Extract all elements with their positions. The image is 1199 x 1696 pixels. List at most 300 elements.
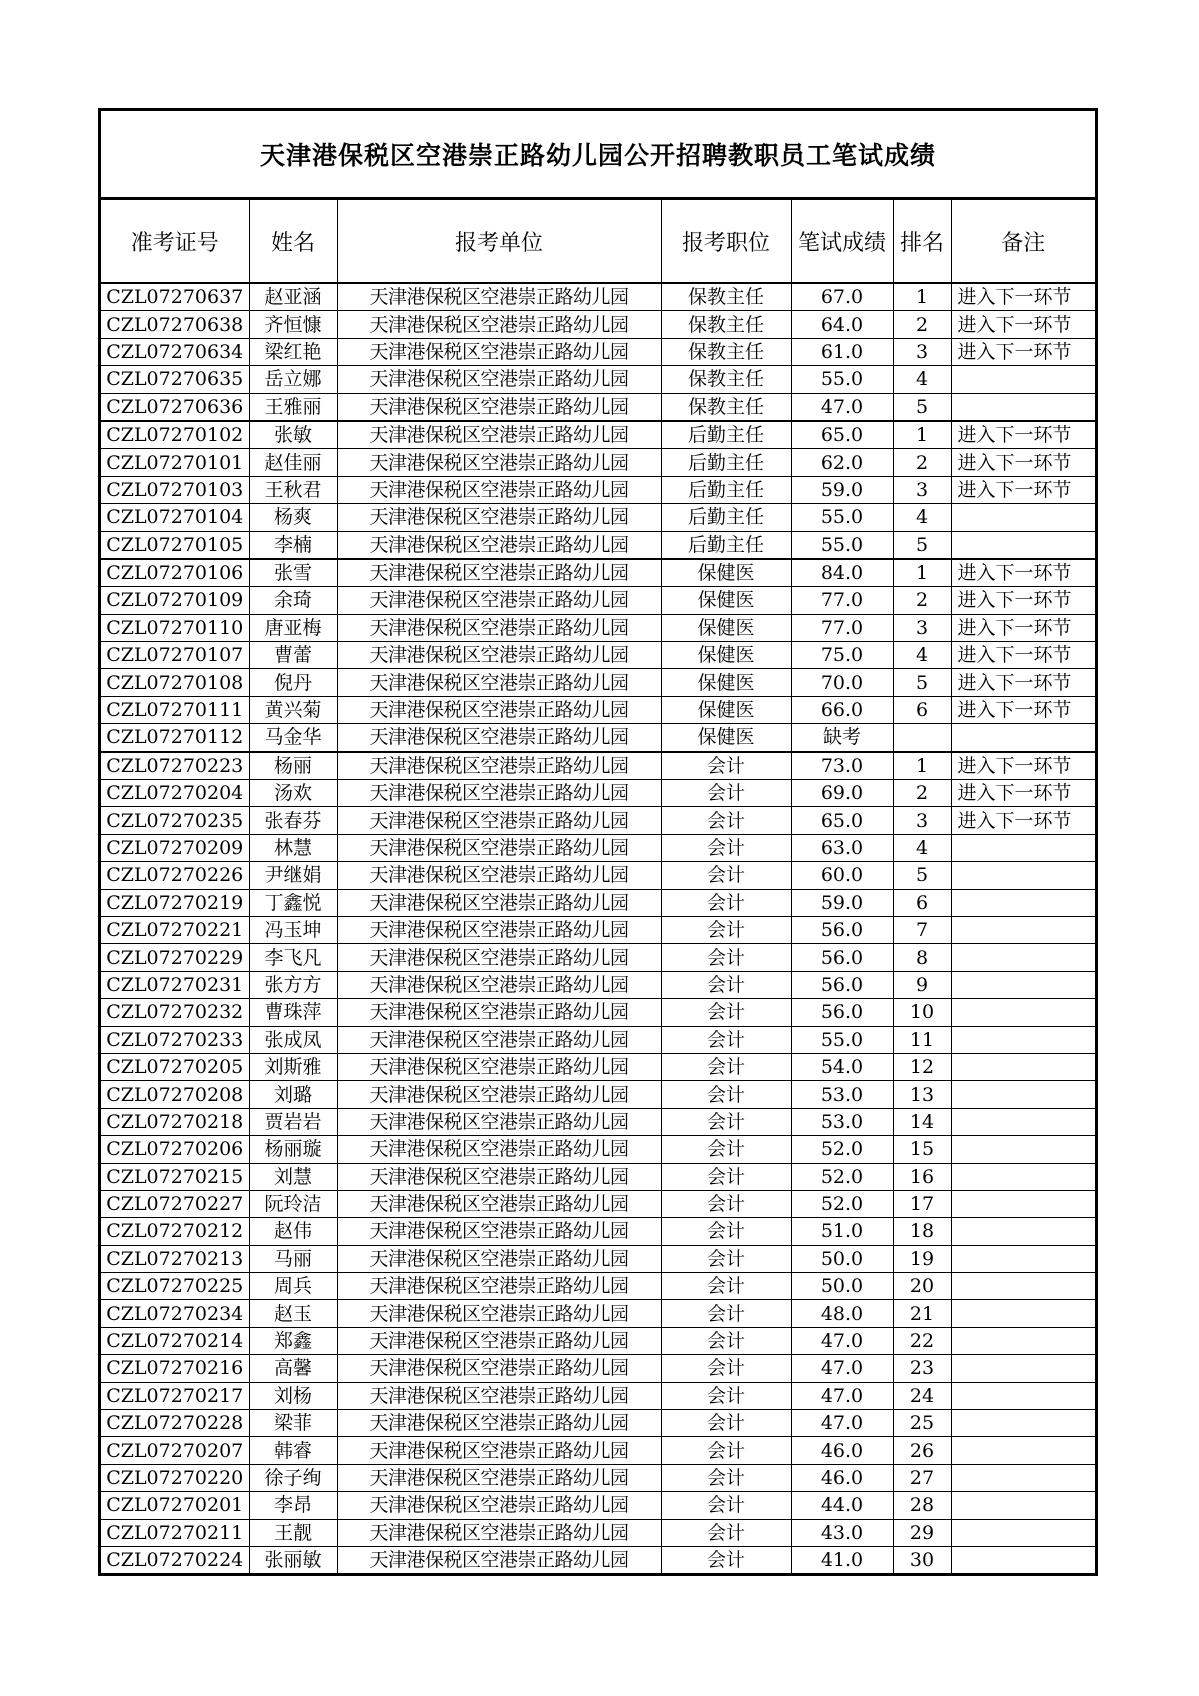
table-row (101, 944, 1095, 971)
cell-unit: 天津港保税区空港崇正路幼儿园 (337, 1437, 661, 1464)
cell-unit: 天津港保税区空港崇正路幼儿园 (337, 1163, 661, 1190)
cell-exam-id: CZL07270232 (101, 999, 249, 1026)
header-position: 报考职位 (661, 200, 791, 284)
cell-score: 77.0 (791, 587, 893, 614)
cell-position: 会计 (661, 1273, 791, 1300)
cell-score: 69.0 (791, 780, 893, 807)
header-rank: 排名 (893, 200, 951, 284)
cell-score: 56.0 (791, 971, 893, 998)
cell-unit: 天津港保税区空港崇正路幼儿园 (337, 1053, 661, 1080)
cell-exam-id: CZL07270206 (101, 1136, 249, 1163)
cell-note (951, 531, 1095, 559)
cell-note (951, 1300, 1095, 1327)
cell-position: 保教主任 (661, 283, 791, 311)
cell-position: 会计 (661, 999, 791, 1026)
table-row (101, 889, 1095, 916)
cell-position: 保教主任 (661, 311, 791, 338)
cell-score: 55.0 (791, 1026, 893, 1053)
cell-rank: 30 (893, 1546, 951, 1573)
table-row (101, 1300, 1095, 1327)
cell-note: 进入下一环节 (951, 587, 1095, 614)
table-row (101, 1519, 1095, 1546)
cell-position: 会计 (661, 780, 791, 807)
cell-note: 进入下一环节 (951, 614, 1095, 641)
cell-note: 进入下一环节 (951, 752, 1095, 780)
cell-name: 阮玲洁 (249, 1190, 337, 1217)
cell-name: 刘斯雅 (249, 1053, 337, 1080)
cell-exam-id: CZL07270103 (101, 476, 249, 503)
cell-name: 徐子绚 (249, 1464, 337, 1491)
cell-unit: 天津港保税区空港崇正路幼儿园 (337, 971, 661, 998)
cell-position: 会计 (661, 1190, 791, 1217)
cell-rank: 5 (893, 862, 951, 889)
cell-name: 张敏 (249, 421, 337, 449)
cell-rank: 1 (893, 283, 951, 311)
cell-exam-id: CZL07270214 (101, 1327, 249, 1354)
cell-name: 刘杨 (249, 1382, 337, 1409)
cell-note: 进入下一环节 (951, 696, 1095, 723)
cell-position: 后勤主任 (661, 531, 791, 559)
cell-rank: 10 (893, 999, 951, 1026)
cell-exam-id: CZL07270635 (101, 366, 249, 393)
cell-score: 47.0 (791, 393, 893, 421)
cell-exam-id: CZL07270636 (101, 393, 249, 421)
cell-note (951, 1546, 1095, 1573)
header-unit: 报考单位 (337, 200, 661, 284)
table-row (101, 1053, 1095, 1080)
cell-score: 52.0 (791, 1190, 893, 1217)
cell-exam-id: CZL07270235 (101, 807, 249, 834)
cell-exam-id: CZL07270104 (101, 504, 249, 531)
cell-unit: 天津港保税区空港崇正路幼儿园 (337, 1519, 661, 1546)
cell-name: 赵亚涵 (249, 283, 337, 311)
cell-position: 会计 (661, 1492, 791, 1519)
table-row (101, 780, 1095, 807)
cell-rank: 22 (893, 1327, 951, 1354)
cell-unit: 天津港保税区空港崇正路幼儿园 (337, 807, 661, 834)
cell-score: 47.0 (791, 1410, 893, 1437)
cell-note (951, 1273, 1095, 1300)
table-row (101, 834, 1095, 861)
cell-score: 77.0 (791, 614, 893, 641)
cell-unit: 天津港保税区空港崇正路幼儿园 (337, 834, 661, 861)
cell-rank: 15 (893, 1136, 951, 1163)
cell-position: 会计 (661, 1081, 791, 1108)
cell-note (951, 1355, 1095, 1382)
cell-position: 会计 (661, 1519, 791, 1546)
cell-score: 59.0 (791, 889, 893, 916)
cell-note (951, 916, 1095, 943)
cell-note (951, 1163, 1095, 1190)
cell-rank: 24 (893, 1382, 951, 1409)
cell-position: 会计 (661, 889, 791, 916)
cell-score: 64.0 (791, 311, 893, 338)
cell-score: 52.0 (791, 1136, 893, 1163)
cell-position: 保教主任 (661, 338, 791, 365)
cell-exam-id: CZL07270638 (101, 311, 249, 338)
cell-rank: 5 (893, 531, 951, 559)
cell-score: 48.0 (791, 1300, 893, 1327)
cell-position: 会计 (661, 944, 791, 971)
cell-name: 汤欢 (249, 780, 337, 807)
cell-rank: 26 (893, 1437, 951, 1464)
table-row (101, 752, 1095, 780)
cell-score: 43.0 (791, 1519, 893, 1546)
cell-unit: 天津港保税区空港崇正路幼儿园 (337, 283, 661, 311)
cell-name: 韩睿 (249, 1437, 337, 1464)
cell-name: 倪丹 (249, 669, 337, 696)
cell-score: 62.0 (791, 449, 893, 476)
header-exam-id: 准考证号 (101, 200, 249, 284)
table-row (101, 1382, 1095, 1409)
table-row (101, 476, 1095, 503)
cell-note (951, 889, 1095, 916)
cell-rank: 7 (893, 916, 951, 943)
cell-name: 贾岩岩 (249, 1108, 337, 1135)
cell-exam-id: CZL07270229 (101, 944, 249, 971)
cell-note (951, 504, 1095, 531)
cell-unit: 天津港保税区空港崇正路幼儿园 (337, 1382, 661, 1409)
cell-name: 齐恒慷 (249, 311, 337, 338)
cell-exam-id: CZL07270102 (101, 421, 249, 449)
table-row (101, 1327, 1095, 1354)
cell-unit: 天津港保税区空港崇正路幼儿园 (337, 724, 661, 752)
cell-name: 余琦 (249, 587, 337, 614)
cell-name: 张方方 (249, 971, 337, 998)
page-title: 天津港保税区空港崇正路幼儿园公开招聘教职员工笔试成绩 (101, 111, 1095, 199)
cell-position: 保教主任 (661, 393, 791, 421)
cell-score: 55.0 (791, 504, 893, 531)
cell-exam-id: CZL07270224 (101, 1546, 249, 1573)
cell-exam-id: CZL07270112 (101, 724, 249, 752)
cell-score: 44.0 (791, 1492, 893, 1519)
cell-name: 唐亚梅 (249, 614, 337, 641)
cell-unit: 天津港保税区空港崇正路幼儿园 (337, 587, 661, 614)
cell-exam-id: CZL07270111 (101, 696, 249, 723)
cell-unit: 天津港保税区空港崇正路幼儿园 (337, 780, 661, 807)
cell-rank: 1 (893, 421, 951, 449)
cell-position: 会计 (661, 1108, 791, 1135)
cell-position: 保健医 (661, 724, 791, 752)
table-body (101, 283, 1095, 1573)
cell-position: 会计 (661, 1355, 791, 1382)
cell-note (951, 971, 1095, 998)
table-row (101, 916, 1095, 943)
table-row (101, 614, 1095, 641)
cell-rank: 2 (893, 587, 951, 614)
cell-rank: 5 (893, 393, 951, 421)
cell-position: 会计 (661, 1218, 791, 1245)
cell-score: 缺考 (791, 724, 893, 752)
cell-unit: 天津港保税区空港崇正路幼儿园 (337, 559, 661, 587)
cell-exam-id: CZL07270107 (101, 642, 249, 669)
cell-rank: 4 (893, 834, 951, 861)
table-row (101, 421, 1095, 449)
cell-unit: 天津港保税区空港崇正路幼儿园 (337, 1327, 661, 1354)
cell-exam-id: CZL07270233 (101, 1026, 249, 1053)
table-row (101, 1245, 1095, 1272)
cell-name: 尹继娟 (249, 862, 337, 889)
cell-rank: 3 (893, 614, 951, 641)
cell-name: 马丽 (249, 1245, 337, 1272)
cell-note (951, 1136, 1095, 1163)
cell-unit: 天津港保税区空港崇正路幼儿园 (337, 1108, 661, 1135)
cell-unit: 天津港保税区空港崇正路幼儿园 (337, 1546, 661, 1573)
cell-unit: 天津港保税区空港崇正路幼儿园 (337, 393, 661, 421)
cell-score: 65.0 (791, 421, 893, 449)
cell-position: 保健医 (661, 642, 791, 669)
cell-rank: 2 (893, 311, 951, 338)
cell-unit: 天津港保税区空港崇正路幼儿园 (337, 614, 661, 641)
cell-position: 会计 (661, 1300, 791, 1327)
cell-exam-id: CZL07270109 (101, 587, 249, 614)
header-score: 笔试成绩 (791, 200, 893, 284)
cell-score: 47.0 (791, 1327, 893, 1354)
cell-position: 会计 (661, 834, 791, 861)
header-note: 备注 (951, 200, 1095, 284)
cell-score: 66.0 (791, 696, 893, 723)
cell-exam-id: CZL07270209 (101, 834, 249, 861)
cell-note: 进入下一环节 (951, 807, 1095, 834)
cell-note: 进入下一环节 (951, 311, 1095, 338)
table-row (101, 1464, 1095, 1491)
cell-note (951, 944, 1095, 971)
cell-name: 王雅丽 (249, 393, 337, 421)
cell-score: 53.0 (791, 1108, 893, 1135)
cell-note (951, 1410, 1095, 1437)
cell-unit: 天津港保税区空港崇正路幼儿园 (337, 311, 661, 338)
cell-exam-id: CZL07270205 (101, 1053, 249, 1080)
cell-position: 会计 (661, 1136, 791, 1163)
cell-rank: 28 (893, 1492, 951, 1519)
cell-position: 会计 (661, 807, 791, 834)
cell-unit: 天津港保税区空港崇正路幼儿园 (337, 1245, 661, 1272)
cell-position: 会计 (661, 1245, 791, 1272)
cell-score: 53.0 (791, 1081, 893, 1108)
cell-note (951, 1437, 1095, 1464)
table-row (101, 587, 1095, 614)
score-table (101, 199, 1095, 1573)
cell-exam-id: CZL07270234 (101, 1300, 249, 1327)
cell-score: 84.0 (791, 559, 893, 587)
cell-score: 56.0 (791, 999, 893, 1026)
cell-rank: 27 (893, 1464, 951, 1491)
cell-exam-id: CZL07270212 (101, 1218, 249, 1245)
header-name: 姓名 (249, 200, 337, 284)
cell-unit: 天津港保税区空港崇正路幼儿园 (337, 916, 661, 943)
table-row (101, 1190, 1095, 1217)
cell-score: 70.0 (791, 669, 893, 696)
table-row (101, 642, 1095, 669)
cell-name: 冯玉坤 (249, 916, 337, 943)
cell-position: 会计 (661, 1026, 791, 1053)
cell-score: 67.0 (791, 283, 893, 311)
cell-rank: 11 (893, 1026, 951, 1053)
cell-exam-id: CZL07270211 (101, 1519, 249, 1546)
table-row (101, 862, 1095, 889)
cell-position: 保健医 (661, 669, 791, 696)
cell-exam-id: CZL07270221 (101, 916, 249, 943)
table-row (101, 669, 1095, 696)
cell-exam-id: CZL07270218 (101, 1108, 249, 1135)
cell-name: 梁红艳 (249, 338, 337, 365)
cell-position: 会计 (661, 1410, 791, 1437)
cell-name: 张成凤 (249, 1026, 337, 1053)
cell-rank: 4 (893, 366, 951, 393)
table-row (101, 504, 1095, 531)
cell-exam-id: CZL07270110 (101, 614, 249, 641)
cell-note (951, 1519, 1095, 1546)
cell-unit: 天津港保税区空港崇正路幼儿园 (337, 1218, 661, 1245)
cell-position: 会计 (661, 1053, 791, 1080)
table-row (101, 999, 1095, 1026)
cell-position: 后勤主任 (661, 504, 791, 531)
cell-rank: 8 (893, 944, 951, 971)
cell-name: 林慧 (249, 834, 337, 861)
table-row (101, 1026, 1095, 1053)
cell-score: 65.0 (791, 807, 893, 834)
cell-rank: 9 (893, 971, 951, 998)
cell-unit: 天津港保税区空港崇正路幼儿园 (337, 752, 661, 780)
cell-rank: 17 (893, 1190, 951, 1217)
cell-score: 59.0 (791, 476, 893, 503)
cell-name: 马金华 (249, 724, 337, 752)
cell-rank: 6 (893, 696, 951, 723)
cell-note (951, 1464, 1095, 1491)
cell-rank: 2 (893, 780, 951, 807)
cell-exam-id: CZL07270634 (101, 338, 249, 365)
cell-score: 73.0 (791, 752, 893, 780)
cell-position: 后勤主任 (661, 476, 791, 503)
cell-position: 会计 (661, 862, 791, 889)
table-row (101, 1108, 1095, 1135)
cell-position: 保健医 (661, 614, 791, 641)
table-row (101, 1410, 1095, 1437)
cell-exam-id: CZL07270637 (101, 283, 249, 311)
cell-name: 杨爽 (249, 504, 337, 531)
cell-name: 曹蕾 (249, 642, 337, 669)
table-row (101, 449, 1095, 476)
cell-exam-id: CZL07270215 (101, 1163, 249, 1190)
cell-unit: 天津港保税区空港崇正路幼儿园 (337, 449, 661, 476)
cell-rank: 29 (893, 1519, 951, 1546)
cell-exam-id: CZL07270225 (101, 1273, 249, 1300)
cell-unit: 天津港保税区空港崇正路幼儿园 (337, 1273, 661, 1300)
cell-unit: 天津港保税区空港崇正路幼儿园 (337, 642, 661, 669)
table-row (101, 1437, 1095, 1464)
cell-rank: 3 (893, 338, 951, 365)
cell-score: 54.0 (791, 1053, 893, 1080)
cell-name: 李昂 (249, 1492, 337, 1519)
cell-unit: 天津港保税区空港崇正路幼儿园 (337, 1492, 661, 1519)
cell-position: 会计 (661, 1437, 791, 1464)
table-row (101, 559, 1095, 587)
cell-score: 51.0 (791, 1218, 893, 1245)
cell-rank: 16 (893, 1163, 951, 1190)
cell-position: 后勤主任 (661, 449, 791, 476)
cell-unit: 天津港保税区空港崇正路幼儿园 (337, 1300, 661, 1327)
cell-name: 刘慧 (249, 1163, 337, 1190)
cell-score: 50.0 (791, 1273, 893, 1300)
cell-score: 47.0 (791, 1382, 893, 1409)
cell-position: 会计 (661, 1546, 791, 1573)
table-row (101, 1355, 1095, 1382)
cell-rank: 25 (893, 1410, 951, 1437)
cell-rank: 14 (893, 1108, 951, 1135)
cell-name: 张丽敏 (249, 1546, 337, 1573)
cell-unit: 天津港保税区空港崇正路幼儿园 (337, 366, 661, 393)
cell-note: 进入下一环节 (951, 642, 1095, 669)
cell-score: 63.0 (791, 834, 893, 861)
cell-exam-id: CZL07270208 (101, 1081, 249, 1108)
cell-unit: 天津港保税区空港崇正路幼儿园 (337, 1355, 661, 1382)
cell-note (951, 393, 1095, 421)
cell-rank: 19 (893, 1245, 951, 1272)
cell-position: 保健医 (661, 696, 791, 723)
cell-name: 王秋君 (249, 476, 337, 503)
cell-unit: 天津港保税区空港崇正路幼儿园 (337, 1410, 661, 1437)
cell-position: 保健医 (661, 587, 791, 614)
table-row (101, 1273, 1095, 1300)
cell-note (951, 724, 1095, 752)
cell-note (951, 1108, 1095, 1135)
table-row (101, 1218, 1095, 1245)
cell-exam-id: CZL07270226 (101, 862, 249, 889)
cell-exam-id: CZL07270228 (101, 1410, 249, 1437)
cell-rank: 3 (893, 476, 951, 503)
cell-note (951, 999, 1095, 1026)
cell-score: 46.0 (791, 1437, 893, 1464)
cell-name: 岳立娜 (249, 366, 337, 393)
cell-note (951, 1053, 1095, 1080)
cell-score: 56.0 (791, 944, 893, 971)
cell-note (951, 366, 1095, 393)
cell-unit: 天津港保税区空港崇正路幼儿园 (337, 1136, 661, 1163)
cell-note: 进入下一环节 (951, 476, 1095, 503)
cell-exam-id: CZL07270216 (101, 1355, 249, 1382)
cell-exam-id: CZL07270217 (101, 1382, 249, 1409)
cell-position: 会计 (661, 971, 791, 998)
cell-unit: 天津港保税区空港崇正路幼儿园 (337, 476, 661, 503)
cell-note (951, 1026, 1095, 1053)
cell-name: 曹珠萍 (249, 999, 337, 1026)
cell-unit: 天津港保税区空港崇正路幼儿园 (337, 944, 661, 971)
cell-rank (893, 724, 951, 752)
cell-position: 会计 (661, 1382, 791, 1409)
cell-score: 56.0 (791, 916, 893, 943)
cell-exam-id: CZL07270223 (101, 752, 249, 780)
table-row (101, 283, 1095, 311)
table-row (101, 531, 1095, 559)
cell-name: 丁鑫悦 (249, 889, 337, 916)
cell-exam-id: CZL07270204 (101, 780, 249, 807)
cell-score: 61.0 (791, 338, 893, 365)
cell-note (951, 1492, 1095, 1519)
cell-name: 李飞凡 (249, 944, 337, 971)
cell-name: 杨丽璇 (249, 1136, 337, 1163)
cell-exam-id: CZL07270219 (101, 889, 249, 916)
cell-note: 进入下一环节 (951, 449, 1095, 476)
cell-rank: 2 (893, 449, 951, 476)
cell-rank: 13 (893, 1081, 951, 1108)
cell-note: 进入下一环节 (951, 780, 1095, 807)
cell-exam-id: CZL07270220 (101, 1464, 249, 1491)
cell-note: 进入下一环节 (951, 559, 1095, 587)
cell-name: 高馨 (249, 1355, 337, 1382)
cell-score: 50.0 (791, 1245, 893, 1272)
cell-exam-id: CZL07270105 (101, 531, 249, 559)
table-row (101, 1492, 1095, 1519)
